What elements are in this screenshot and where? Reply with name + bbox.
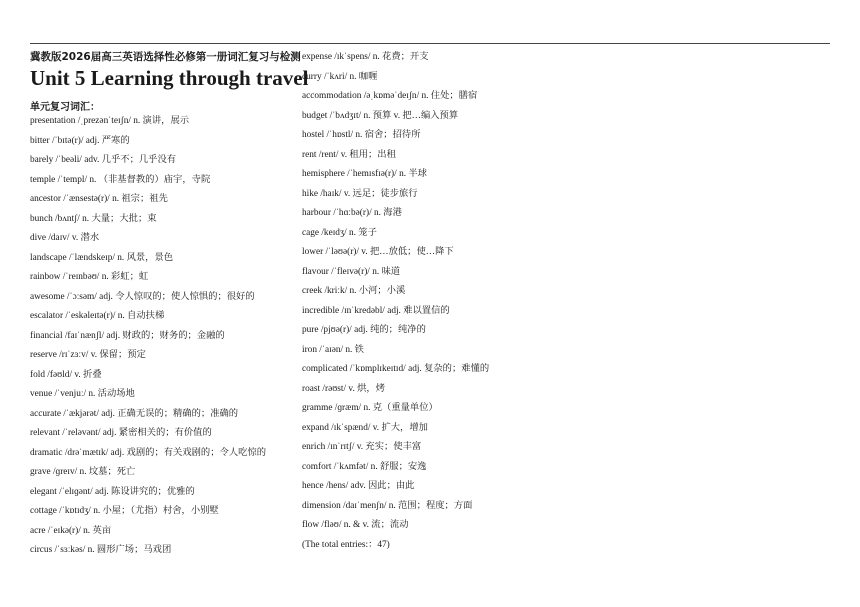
vocabulary-entry: accommodation /əˌkɒməˈdeɪʃn/ n. 住处；膳宿 (302, 91, 478, 101)
vocabulary-entry: circus /ˈsɜːkəs/ n. 圆形广场；马戏团 (30, 545, 172, 555)
unit-title: Unit 5 Learning through travel (30, 66, 309, 90)
vocabulary-entry: barely /ˈbeəli/ adv. 几乎不；几乎没有 (30, 155, 177, 165)
vocabulary-entry: creek /kriːk/ n. 小河；小溪 (302, 286, 406, 296)
vocabulary-entry: bunch /bʌntʃ/ n. 大量；大批；束 (30, 213, 157, 224)
vocabulary-entry: curry /ˈkʌri/ n. 咖喱 (302, 71, 378, 82)
vocabulary-list-left (30, 114, 300, 563)
vocabulary-entry: incredible /ɪnˈkredəbl/ adj. 难以置信的 (302, 305, 450, 316)
vocabulary-entry: dramatic /drəˈmætɪk/ adj. 戏剧的；有关戏剧的；令人吃惊的 (30, 447, 267, 458)
document-subtitle: 冀教版2026届高三英语选择性必修第一册词汇复习与检测 (30, 51, 301, 63)
vocabulary-entry: hence /hens/ adv. 因此；由此 (302, 481, 415, 491)
vocabulary-entry: awesome /ˈɔːsəm/ adj. 令人惊叹的；使人惊惧的；很好的 (30, 291, 255, 302)
vocabulary-entry: dive /daɪv/ v. 潜水 (30, 233, 100, 243)
vocabulary-entry: lower /ˈləʊə(r)/ v. 把…放低；使…降下 (302, 247, 454, 257)
section-label: 单元复习词汇： (30, 102, 100, 113)
vocabulary-entry: presentation /ˌprezənˈteɪʃn/ n. 演讲，展示 (30, 116, 190, 126)
vocabulary-list-right (302, 50, 602, 552)
vocabulary-entry: flow /fləʊ/ n. & v. 流；流动 (302, 520, 409, 530)
vocabulary-entry: budget /ˈbʌdʒɪt/ n. 预算 v. 把…编入预算 (302, 110, 459, 121)
vocabulary-entry: rainbow /ˈreɪnbəʊ/ n. 彩虹；虹 (30, 272, 149, 282)
vocabulary-entry: iron /ˈaɪən/ n. 铁 (302, 344, 364, 355)
vocabulary-entry: landscape /ˈlændskeɪp/ n. 风景，景色 (30, 252, 174, 263)
vocabulary-entry: expense /ɪkˈspens/ n. 花费；开支 (302, 52, 429, 62)
vocabulary-entry: pure /pjʊə(r)/ adj. 纯的；纯净的 (302, 325, 426, 335)
vocabulary-entry: complicated /ˈkɒmplɪkeɪtɪd/ adj. 复杂的；难懂的 (302, 364, 490, 374)
vocabulary-entry: cage /keɪdʒ/ n. 笼子 (302, 227, 377, 238)
vocabulary-entry: reserve /rɪˈzɜːv/ v. 保留；预定 (30, 350, 146, 360)
total-entries: (The total entries:：47) (302, 539, 390, 550)
vocabulary-entry: hemisphere /ˈhemɪsfɪə(r)/ n. 半球 (302, 169, 427, 179)
vocabulary-entry: ancestor /ˈænsestə(r)/ n. 祖宗；祖先 (30, 194, 168, 204)
vocabulary-entry: cottage /ˈkɒtɪdʒ/ n. 小屋；（尤指）村舍，小别墅 (30, 506, 219, 516)
vocabulary-entry: expand /ɪkˈspænd/ v. 扩大，增加 (302, 422, 428, 433)
vocabulary-entry: rent /rent/ v. 租用；出租 (302, 149, 396, 160)
vocabulary-entry: escalator /ˈeskəleɪtə(r)/ n. 自动扶梯 (30, 311, 165, 321)
vocabulary-entry: bitter /ˈbɪtə(r)/ adj. 严寒的 (30, 135, 130, 146)
vocabulary-entry: comfort /ˈkʌmfət/ n. 舒服；安逸 (302, 461, 427, 472)
vocabulary-entry: elegant /ˈelɪɡənt/ adj. 陈设讲究的；优雅的 (30, 486, 195, 497)
vocabulary-entry: fold /fəʊld/ v. 折叠 (30, 369, 102, 380)
vocabulary-entry: acre /ˈeɪkə(r)/ n. 英亩 (30, 525, 112, 536)
vocabulary-entry: venue /ˈvenjuː/ n. 活动场地 (30, 389, 135, 399)
vocabulary-entry: harbour /ˈhɑːbə(r)/ n. 海港 (302, 208, 402, 218)
vocabulary-entry: relevant /ˈreləvənt/ adj. 紧密相关的；有价值的 (30, 428, 212, 438)
vocabulary-entry: accurate /ˈækjərət/ adj. 正确无误的；精确的；准确的 (30, 408, 239, 419)
vocabulary-entry: roast /rəʊst/ v. 烘，烤 (302, 383, 385, 394)
header-rule (30, 43, 830, 44)
vocabulary-entry: grave /ɡreɪv/ n. 坟墓；死亡 (30, 467, 136, 477)
vocabulary-entry: enrich /ɪnˈrɪtʃ/ v. 充实；使丰富 (302, 442, 422, 452)
vocabulary-entry: temple /ˈtempl/ n. （非基督教的）庙宇，寺院 (30, 174, 211, 185)
vocabulary-entry: flavour /ˈfleɪvə(r)/ n. 味道 (302, 266, 401, 277)
vocabulary-entry: dimension /daɪˈmenʃn/ n. 范围；程度；方面 (302, 500, 473, 511)
vocabulary-entry: financial /faɪˈnænʃl/ adj. 财政的；财务的；金融的 (30, 330, 225, 341)
vocabulary-entry: gramme /ɡræm/ n. 克（重量单位） (302, 403, 438, 413)
vocabulary-entry: hostel /ˈhɒstl/ n. 宿舍；招待所 (302, 130, 421, 140)
vocabulary-entry: hike /haɪk/ v. 远足；徒步旅行 (302, 188, 418, 199)
